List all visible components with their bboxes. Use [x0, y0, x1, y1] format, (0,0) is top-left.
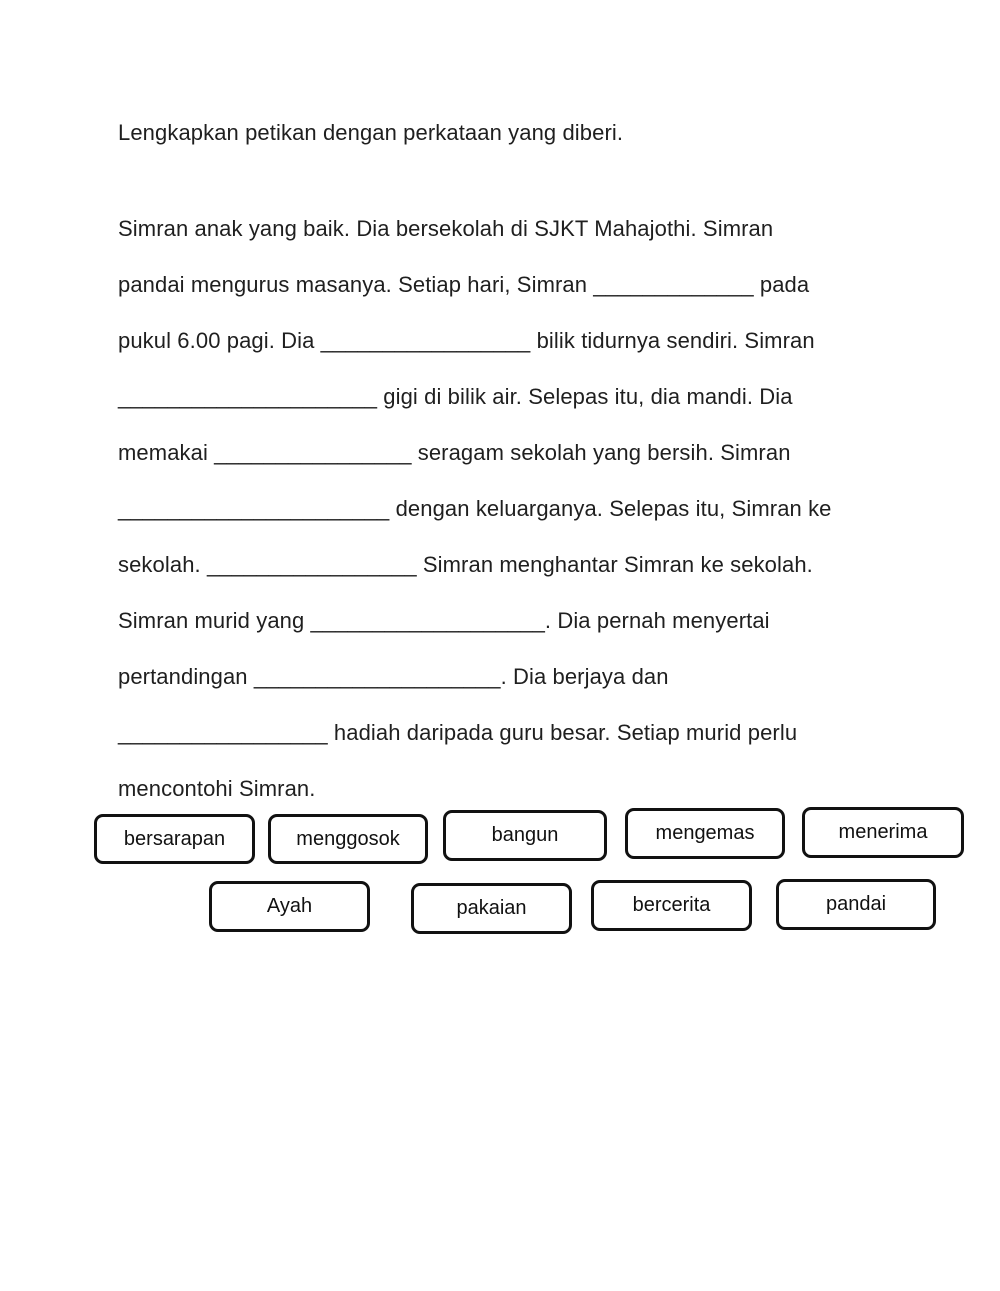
word-box-bangun[interactable]: bangun: [443, 810, 607, 861]
word-box-pandai[interactable]: pandai: [776, 879, 936, 930]
passage-line-11: mencontohi Simran.: [118, 776, 316, 801]
passage-line-7: sekolah. _________________ Simran menghantar Simran ke sekolah.: [118, 552, 813, 577]
instruction-text: Lengkapkan petikan dengan perkataan yang diberi.: [118, 120, 624, 145]
passage-line-8: Simran murid yang ___________________. Dia pernah menyertai: [118, 608, 770, 633]
passage-line-10: _________________ hadiah daripada guru besar. Setiap murid perlu: [118, 720, 798, 745]
passage-line-6: ______________________ dengan keluarganya. Selepas itu, Simran ke: [118, 496, 832, 521]
passage-line-2: pandai mengurus masanya. Setiap hari, Simran _____________ pada: [118, 272, 810, 297]
passage-line-5: memakai ________________ seragam sekolah yang bersih. Simran: [118, 440, 791, 465]
word-box-bersarapan[interactable]: bersarapan: [94, 814, 255, 864]
word-box-ayah[interactable]: Ayah: [209, 881, 370, 932]
word-box-pakaian[interactable]: pakaian: [411, 883, 572, 934]
word-box-menerima[interactable]: menerima: [802, 807, 964, 858]
word-box-menggosok[interactable]: menggosok: [268, 814, 428, 864]
word-box-bercerita[interactable]: bercerita: [591, 880, 752, 931]
passage-line-3: pukul 6.00 pagi. Dia _________________ bilik tidurnya sendiri. Simran: [118, 328, 815, 353]
passage-line-1: Simran anak yang baik. Dia bersekolah di SJKT Mahajothi. Simran: [118, 216, 774, 241]
word-box-mengemas[interactable]: mengemas: [625, 808, 785, 859]
passage-line-4: _____________________ gigi di bilik air. Selepas itu, dia mandi. Dia: [118, 384, 793, 409]
passage-line-9: pertandingan ____________________. Dia berjaya dan: [118, 664, 669, 689]
